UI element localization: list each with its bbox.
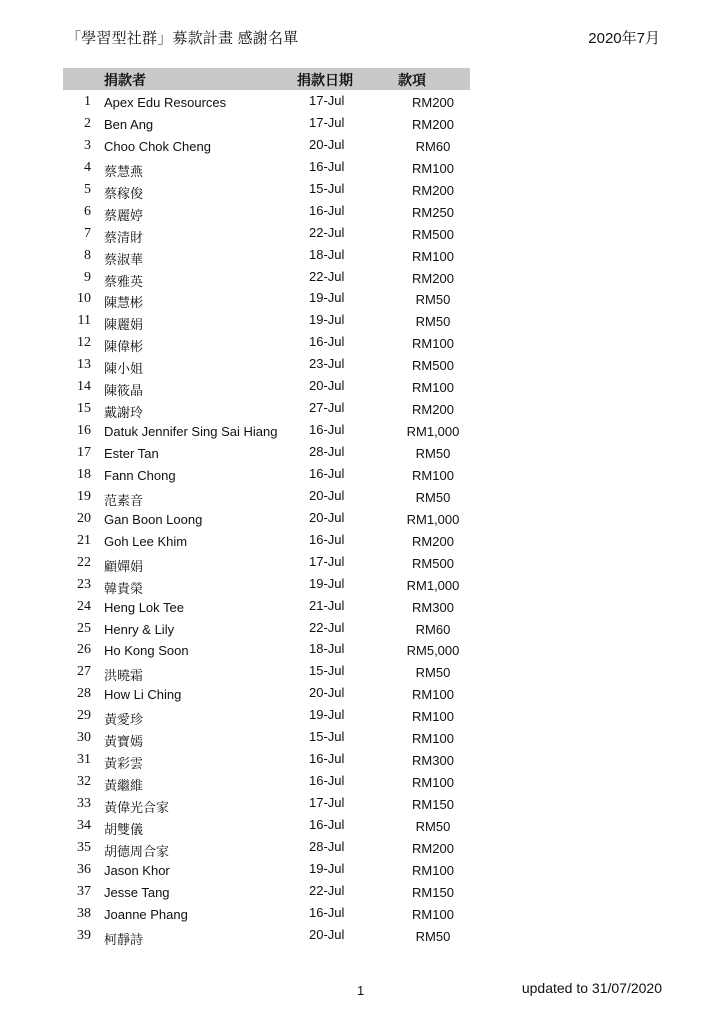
table-row bbox=[63, 222, 470, 244]
donor-name: 黃愛珍 bbox=[104, 712, 144, 728]
donation-amount: RM100 bbox=[412, 687, 454, 703]
donation-date: 20-Jul bbox=[309, 487, 345, 503]
table-row bbox=[63, 287, 470, 309]
donor-name: Goh Lee Khim bbox=[104, 533, 188, 549]
row-number: 16 bbox=[77, 423, 91, 439]
donor-name: Datuk Jennifer Sing Sai Hiang bbox=[104, 424, 278, 440]
table-row bbox=[63, 792, 470, 814]
donation-amount: RM100 bbox=[412, 862, 454, 878]
donation-date: 17-Jul bbox=[309, 93, 345, 108]
row-number: 13 bbox=[77, 357, 91, 373]
table-row bbox=[63, 682, 470, 704]
row-number: 31 bbox=[77, 752, 91, 768]
donation-amount: RM200 bbox=[412, 533, 454, 549]
donation-date: 19-Jul bbox=[309, 290, 345, 306]
donation-date: 16-Jul bbox=[309, 465, 345, 481]
row-number: 18 bbox=[77, 466, 91, 482]
donation-date: 20-Jul bbox=[309, 378, 345, 394]
donor-name: 洪曉霜 bbox=[104, 668, 144, 684]
row-number: 28 bbox=[77, 686, 91, 702]
donor-name: Henry & Lily bbox=[104, 621, 175, 637]
column-header-amount: 款項 bbox=[398, 72, 426, 88]
page-date: 2020年7月 bbox=[588, 30, 660, 47]
donation-date: 15-Jul bbox=[309, 180, 345, 196]
donation-date: 20-Jul bbox=[309, 136, 345, 152]
row-number: 17 bbox=[77, 445, 91, 460]
donation-date: 16-Jul bbox=[309, 904, 345, 920]
donor-name: 黃繼維 bbox=[104, 778, 144, 794]
donation-amount: RM100 bbox=[412, 160, 454, 176]
donation-amount: RM100 bbox=[412, 248, 454, 264]
donor-name: 陳小姐 bbox=[104, 361, 144, 377]
donation-amount: RM200 bbox=[412, 402, 454, 418]
row-number: 8 bbox=[84, 247, 91, 263]
column-header-donor: 捐款者 bbox=[104, 72, 146, 88]
donation-date: 17-Jul bbox=[309, 553, 345, 569]
row-number: 7 bbox=[84, 225, 91, 241]
donor-name: 蔡稼俊 bbox=[104, 185, 144, 201]
row-number: 38 bbox=[77, 905, 91, 921]
table-row bbox=[63, 529, 470, 551]
column-header-date: 捐款日期 bbox=[297, 72, 353, 88]
table-row bbox=[63, 836, 470, 858]
donation-date: 20-Jul bbox=[309, 509, 345, 525]
table-header bbox=[63, 68, 470, 90]
donation-amount: RM150 bbox=[412, 884, 454, 900]
donor-name: 陳麗娟 bbox=[104, 317, 144, 333]
row-number: 30 bbox=[77, 730, 91, 746]
table-row bbox=[63, 814, 470, 836]
table-row bbox=[63, 266, 470, 288]
row-number: 9 bbox=[84, 269, 91, 285]
donation-date: 16-Jul bbox=[309, 531, 345, 547]
table-row bbox=[63, 244, 470, 266]
donor-name: Ho Kong Soon bbox=[104, 643, 189, 659]
donation-amount: RM250 bbox=[412, 204, 454, 220]
row-number: 14 bbox=[77, 379, 91, 395]
donation-date: 20-Jul bbox=[309, 926, 345, 942]
donor-name: 戴謝玲 bbox=[104, 405, 144, 421]
table-row bbox=[63, 924, 470, 946]
table-row bbox=[63, 397, 470, 419]
row-number: 33 bbox=[77, 796, 91, 811]
row-number: 20 bbox=[77, 510, 91, 526]
donation-amount: RM500 bbox=[412, 226, 454, 242]
donor-name: 蔡清財 bbox=[104, 229, 144, 245]
donor-name: Heng Lok Tee bbox=[104, 599, 184, 615]
row-number: 11 bbox=[77, 313, 91, 329]
donor-name: 蔡淑華 bbox=[104, 251, 144, 267]
donation-date: 22-Jul bbox=[309, 619, 345, 635]
donation-amount: RM50 bbox=[415, 818, 451, 834]
donor-name: 韓貴榮 bbox=[104, 580, 144, 596]
row-number: 1 bbox=[84, 94, 91, 109]
table-row bbox=[63, 770, 470, 792]
donation-date: 27-Jul bbox=[309, 400, 345, 416]
row-number: 35 bbox=[77, 839, 91, 855]
donor-name: How Li Ching bbox=[104, 687, 182, 703]
donor-name: 胡雙儀 bbox=[104, 821, 144, 837]
table-row bbox=[63, 156, 470, 178]
donation-date: 16-Jul bbox=[309, 751, 345, 767]
donation-amount: RM200 bbox=[412, 116, 454, 132]
table-row bbox=[63, 441, 470, 463]
table-row bbox=[63, 858, 470, 880]
donation-date: 19-Jul bbox=[309, 312, 345, 328]
table-row bbox=[63, 463, 470, 485]
donor-name: 蔡慧燕 bbox=[104, 163, 144, 179]
row-number: 4 bbox=[84, 159, 91, 175]
table-row bbox=[63, 551, 470, 573]
row-number: 6 bbox=[84, 203, 91, 219]
row-number: 21 bbox=[77, 532, 91, 548]
donor-name: Jesse Tang bbox=[104, 884, 170, 900]
table-row bbox=[63, 309, 470, 331]
donor-name: 范素音 bbox=[104, 492, 144, 508]
donation-amount: RM300 bbox=[412, 599, 454, 615]
table-row bbox=[63, 178, 470, 200]
donation-amount: RM50 bbox=[415, 489, 451, 505]
row-number: 34 bbox=[77, 817, 91, 833]
donation-amount: RM100 bbox=[412, 467, 454, 483]
table-row bbox=[63, 200, 470, 222]
donation-amount: RM60 bbox=[415, 138, 451, 154]
table-row bbox=[63, 880, 470, 902]
row-number: 26 bbox=[77, 642, 91, 658]
table-row bbox=[63, 573, 470, 595]
donation-amount: RM1,000 bbox=[406, 424, 460, 440]
row-number: 5 bbox=[84, 181, 91, 197]
donor-name: Ester Tan bbox=[104, 446, 159, 461]
table-body bbox=[63, 90, 470, 946]
donation-date: 15-Jul bbox=[309, 663, 345, 679]
donor-name: 陳慧彬 bbox=[104, 295, 144, 311]
donation-amount: RM200 bbox=[412, 270, 454, 286]
donation-date: 17-Jul bbox=[309, 795, 345, 810]
donation-date: 16-Jul bbox=[309, 422, 345, 438]
row-number: 27 bbox=[77, 664, 91, 680]
table-row bbox=[63, 353, 470, 375]
table-row bbox=[63, 704, 470, 726]
donation-amount: RM100 bbox=[412, 709, 454, 725]
donor-name: 黃偉光合家 bbox=[104, 800, 170, 815]
table-row bbox=[63, 902, 470, 924]
table-row bbox=[63, 90, 470, 112]
donation-date: 23-Jul bbox=[309, 356, 345, 372]
donation-amount: RM50 bbox=[415, 446, 451, 461]
donation-date: 16-Jul bbox=[309, 158, 345, 174]
table-row bbox=[63, 112, 470, 134]
updated-note: updated to 31/07/2020 bbox=[521, 980, 662, 996]
donation-date: 22-Jul bbox=[309, 882, 345, 898]
donor-name: Gan Boon Loong bbox=[104, 511, 203, 527]
page-title: 「學習型社群」募款計畫 感謝名單 bbox=[66, 30, 299, 47]
donation-amount: RM200 bbox=[412, 95, 454, 110]
table-row bbox=[63, 617, 470, 639]
row-number: 10 bbox=[77, 291, 91, 307]
donation-amount: RM500 bbox=[412, 358, 454, 374]
donation-amount: RM50 bbox=[415, 314, 451, 330]
donor-name: 顧嬋娟 bbox=[104, 558, 144, 574]
donation-date: 16-Jul bbox=[309, 773, 345, 789]
donation-date: 16-Jul bbox=[309, 816, 345, 832]
donor-name: Jason Khor bbox=[104, 862, 170, 878]
donation-amount: RM100 bbox=[412, 906, 454, 922]
donation-amount: RM100 bbox=[412, 336, 454, 352]
table-row bbox=[63, 748, 470, 770]
donation-amount: RM5,000 bbox=[406, 643, 460, 659]
table-row bbox=[63, 485, 470, 507]
row-number: 3 bbox=[84, 137, 91, 153]
donor-name: 胡德周合家 bbox=[104, 843, 170, 859]
donor-name: 柯靜詩 bbox=[104, 931, 144, 947]
donation-amount: RM50 bbox=[415, 928, 451, 944]
donation-amount: RM150 bbox=[412, 797, 454, 812]
table-row bbox=[63, 419, 470, 441]
donor-name: 蔡雅英 bbox=[104, 273, 144, 289]
page-number: 1 bbox=[357, 983, 365, 998]
table-row bbox=[63, 134, 470, 156]
donation-amount: RM60 bbox=[415, 621, 451, 637]
row-number: 15 bbox=[77, 401, 91, 417]
donation-date: 19-Jul bbox=[309, 860, 345, 876]
table-row bbox=[63, 660, 470, 682]
donation-date: 28-Jul bbox=[309, 444, 345, 459]
donation-date: 16-Jul bbox=[309, 334, 345, 350]
table-row bbox=[63, 638, 470, 660]
donor-name: Joanne Phang bbox=[104, 906, 188, 922]
row-number: 36 bbox=[77, 861, 91, 877]
donation-date: 22-Jul bbox=[309, 224, 345, 240]
donation-amount: RM200 bbox=[412, 182, 454, 198]
donor-name: 蔡麗婷 bbox=[104, 207, 144, 223]
row-number: 23 bbox=[77, 576, 91, 592]
row-number: 12 bbox=[77, 335, 91, 351]
donation-date: 18-Jul bbox=[309, 641, 345, 657]
donor-name: 陳筱晶 bbox=[104, 383, 144, 399]
row-number: 32 bbox=[77, 774, 91, 790]
donation-date: 18-Jul bbox=[309, 246, 345, 262]
donation-date: 19-Jul bbox=[309, 707, 345, 723]
donation-amount: RM1,000 bbox=[406, 511, 460, 527]
table-row bbox=[63, 595, 470, 617]
donation-date: 19-Jul bbox=[309, 575, 345, 591]
donor-name: Ben Ang bbox=[104, 116, 154, 132]
row-number: 19 bbox=[77, 488, 91, 504]
donor-name: Fann Chong bbox=[104, 467, 176, 483]
donation-date: 28-Jul bbox=[309, 838, 345, 854]
row-number: 24 bbox=[77, 598, 91, 614]
donor-name: Apex Edu Resources bbox=[104, 95, 227, 110]
donation-amount: RM300 bbox=[412, 753, 454, 769]
donation-amount: RM100 bbox=[412, 380, 454, 396]
donation-date: 15-Jul bbox=[309, 729, 345, 745]
row-number: 37 bbox=[77, 883, 91, 899]
row-number: 22 bbox=[77, 554, 91, 570]
donation-date: 22-Jul bbox=[309, 268, 345, 284]
donation-amount: RM500 bbox=[412, 555, 454, 571]
donation-date: 17-Jul bbox=[309, 114, 345, 130]
donation-amount: RM50 bbox=[415, 665, 451, 681]
table-row bbox=[63, 331, 470, 353]
table-row bbox=[63, 507, 470, 529]
donor-table bbox=[63, 68, 470, 946]
donation-date: 21-Jul bbox=[309, 597, 345, 613]
donor-name: Choo Chok Cheng bbox=[104, 138, 211, 154]
donor-name: 黃寶嫣 bbox=[104, 734, 144, 750]
donation-amount: RM1,000 bbox=[406, 577, 460, 593]
donation-amount: RM50 bbox=[415, 292, 451, 308]
donation-date: 16-Jul bbox=[309, 202, 345, 218]
donor-name: 黃彩雲 bbox=[104, 756, 144, 772]
row-number: 29 bbox=[77, 708, 91, 724]
donation-amount: RM100 bbox=[412, 775, 454, 791]
row-number: 2 bbox=[84, 115, 91, 131]
donation-amount: RM100 bbox=[412, 731, 454, 747]
donation-date: 20-Jul bbox=[309, 685, 345, 701]
row-number: 39 bbox=[77, 927, 91, 943]
row-number: 25 bbox=[77, 620, 91, 636]
donation-amount: RM200 bbox=[412, 840, 454, 856]
table-row bbox=[63, 726, 470, 748]
donor-name: 陳偉彬 bbox=[104, 339, 144, 355]
table-row bbox=[63, 375, 470, 397]
